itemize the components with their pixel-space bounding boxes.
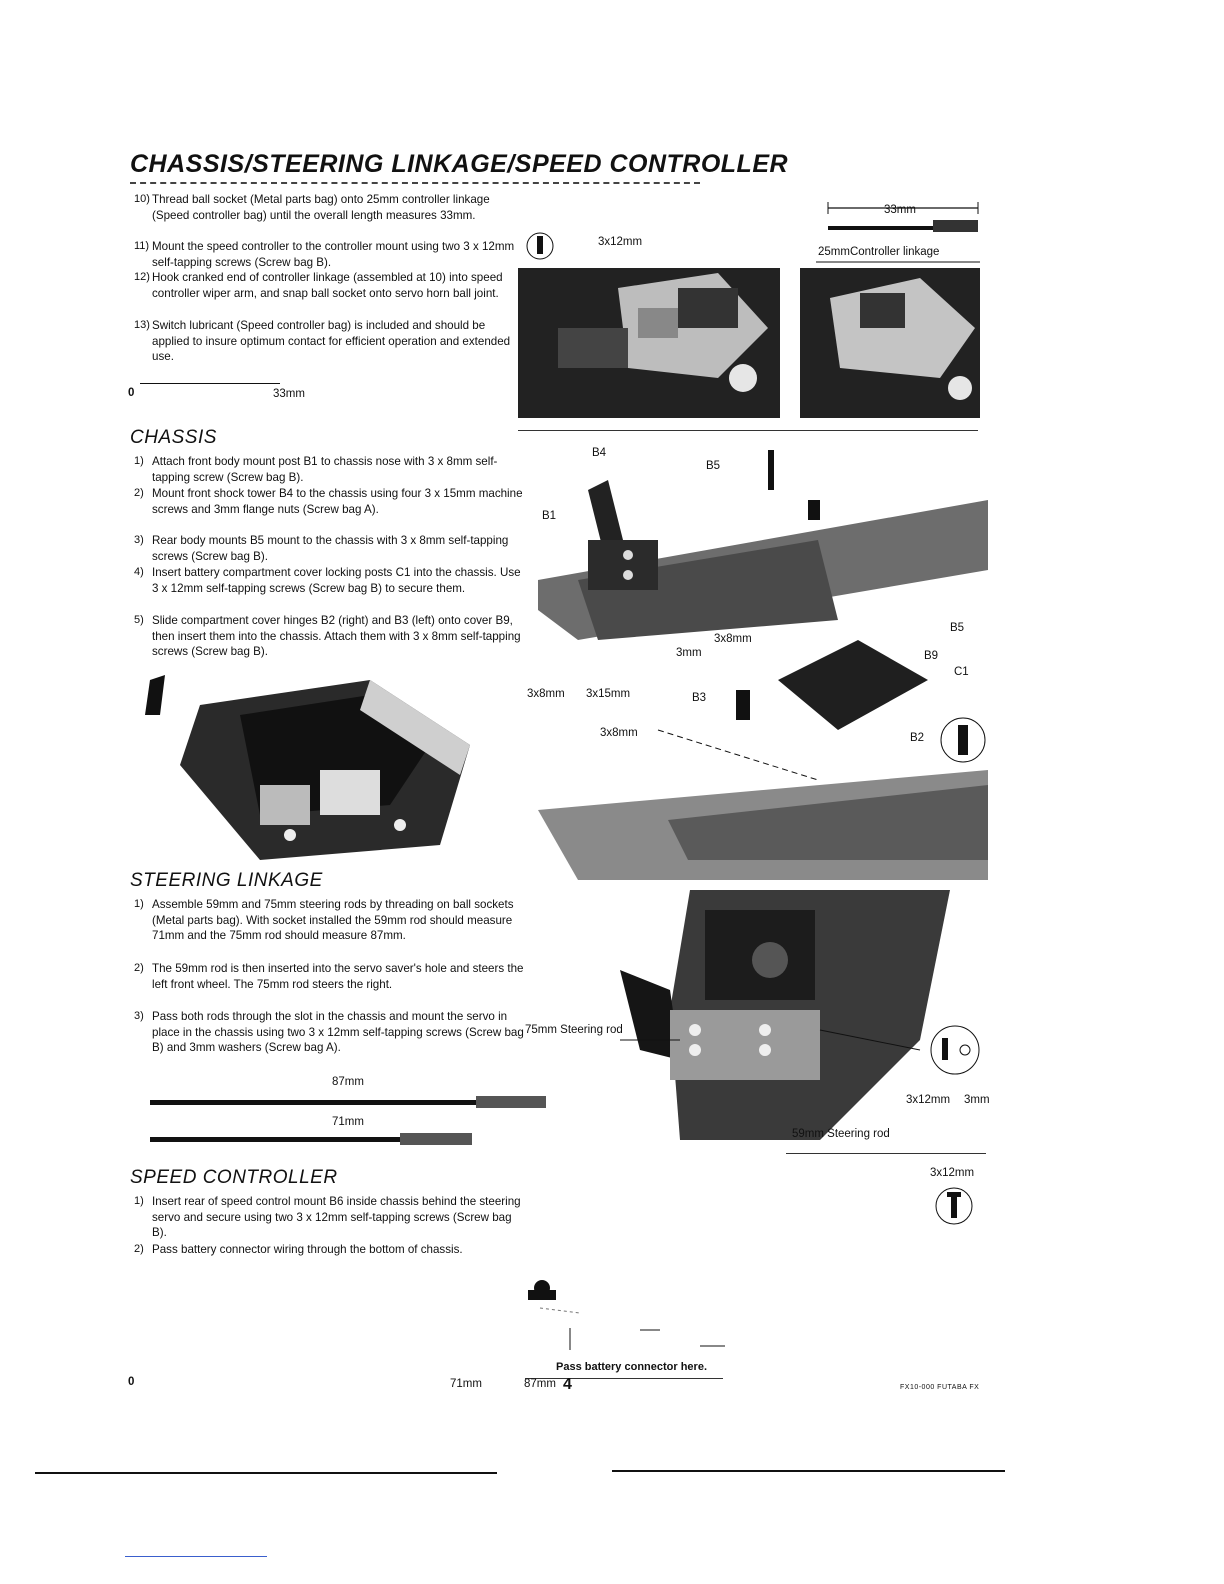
label-b3: B3: [692, 692, 707, 704]
label-b2: B2: [910, 732, 925, 744]
label-3x12-c: 3x12mm: [930, 1167, 975, 1179]
servo-chassis-photo: [140, 675, 480, 865]
label-3mm-b: 3mm: [964, 1094, 990, 1106]
scale-value: 33mm: [273, 388, 305, 400]
battery-connector-diagram: [520, 1258, 730, 1358]
label-b1: B1: [542, 510, 557, 522]
page-title: CHASSIS/STEERING LINKAGE/SPEED CONTROLLER: [130, 150, 789, 178]
footer-rule-left: [35, 1472, 497, 1474]
label-3x12-b: 3x12mm: [906, 1094, 951, 1106]
screw-icon: [520, 226, 560, 266]
chassis-heading: CHASSIS: [130, 427, 217, 448]
label-3mm: 3mm: [676, 647, 702, 659]
label-rod-75: 75mm Steering rod: [525, 1024, 623, 1036]
figure-divider-2: [786, 1153, 986, 1154]
title-rule: [130, 182, 700, 184]
linkage-step: 12) Hook cranked end of controller linkage (assembled at 10) into speed controller wiper arm, and snap ball socket onto servo horn ball joint.: [134, 271, 503, 300]
figure-divider: [518, 430, 978, 431]
rod-87-label: 87mm: [332, 1076, 364, 1088]
speed-controller-step: 2) Pass battery connector wiring through the bottom of chassis.: [134, 1243, 463, 1256]
rod-71: [150, 1137, 405, 1142]
footer-rule-right: [612, 1470, 1005, 1472]
label-3x8-b: 3x8mm: [527, 688, 565, 700]
linkage-step: 10) Thread ball socket (Metal parts bag) onto 25mm controller linkage (Speed controller bag) until the overall length measures 33mm.: [134, 193, 490, 222]
footer-brand: FX10-000 FUTABA FX: [900, 1384, 980, 1391]
scale-zero: 0: [128, 387, 135, 399]
label-b9: B9: [924, 650, 939, 662]
label-3x8-a: 3x8mm: [714, 633, 752, 645]
chassis-step: 4) Insert battery compartment cover locking posts C1 into the chassis. Use 3 x 12mm self-tapping screws (Screw bag B) to secure them.: [134, 566, 521, 595]
linkage-25-label: 25mmController linkage: [818, 246, 940, 258]
label-c1: C1: [954, 666, 969, 678]
rod-87: [150, 1100, 480, 1105]
speed-controller-step: 1) Insert rear of speed control mount B6 inside chassis behind the steering servo and secure using two 3 x 12mm self-tapping screws (Screw bag B).: [134, 1195, 521, 1239]
scale-line: [140, 383, 280, 384]
steering-servo-photo: [520, 890, 990, 1155]
chassis-exploded-view: [518, 440, 988, 880]
battery-note: Pass battery connector here.: [556, 1361, 708, 1373]
speed-controller-mount-photo: [518, 268, 780, 418]
chassis-step: 3) Rear body mounts B5 mount to the chassis with 3 x 8mm self-tapping screws (Screw bag B).: [134, 534, 509, 563]
steering-step: 3) Pass both rods through the slot in the chassis and mount the servo in place in the chassis using two 3 x 12mm self-tapping screws (Screw bag B) and 3mm washers (Screw bag A).: [134, 1010, 524, 1054]
controller-linkage-photo: [800, 268, 980, 418]
footer-zero: 0: [128, 1376, 135, 1388]
label-b5: B5: [706, 460, 721, 472]
rod-71-socket: [400, 1133, 472, 1145]
label-3x8-c: 3x8mm: [600, 727, 638, 739]
rod-71-label: 71mm: [332, 1116, 364, 1128]
linkage-step: 13) Switch lubricant (Speed controller bag) is included and should be applied to insure optimum contact for efficient operation and extended use.: [134, 319, 511, 363]
footer-71: 71mm: [450, 1378, 482, 1390]
steering-step: 1) Assemble 59mm and 75mm steering rods by threading on ball sockets (Metal parts bag). With socket installed the 59mm rod should measure 71mm and the 75mm rod should measure 87mm.: [134, 898, 514, 942]
page-number: 4: [563, 1376, 572, 1393]
steering-heading: STEERING LINKAGE: [130, 870, 323, 891]
steering-step: 2) The 59mm rod is then inserted into the servo saver's hole and steers the left front wheel. The 75mm rod steers the right.: [134, 962, 524, 991]
label-rod-59: 59mm Steering rod: [792, 1128, 890, 1140]
footer-87: 87mm: [524, 1378, 556, 1390]
speed-controller-heading: SPEED CONTROLLER: [130, 1167, 338, 1188]
label-3x15: 3x15mm: [586, 688, 631, 700]
chassis-step: 5) Slide compartment cover hinges B2 (right) and B3 (left) onto cover B9, then insert them into the chassis. Attach them with 3 x 8mm self-tapping screws (Screw bag B).: [134, 614, 521, 658]
label-b4: B4: [592, 447, 607, 459]
chassis-step: 1) Attach front body mount post B1 to chassis nose with 3 x 8mm self-tapping screw (Screw bag B).: [134, 455, 498, 484]
chassis-step: 2) Mount front shock tower B4 to the chassis using four 3 x 15mm machine screws and 3mm flange nuts (Screw bag A).: [134, 487, 523, 516]
screw-detail-icon: [930, 1182, 978, 1230]
footer-link-rule: [125, 1556, 267, 1557]
linkage-step: 11) Mount the speed controller to the controller mount using two 3 x 12mm self-tapping screws (Screw bag B).: [134, 240, 515, 269]
label-b5b: B5: [950, 622, 965, 634]
screw-3x12-label: 3x12mm: [598, 236, 643, 248]
dim-33-label: 33mm: [884, 204, 916, 216]
